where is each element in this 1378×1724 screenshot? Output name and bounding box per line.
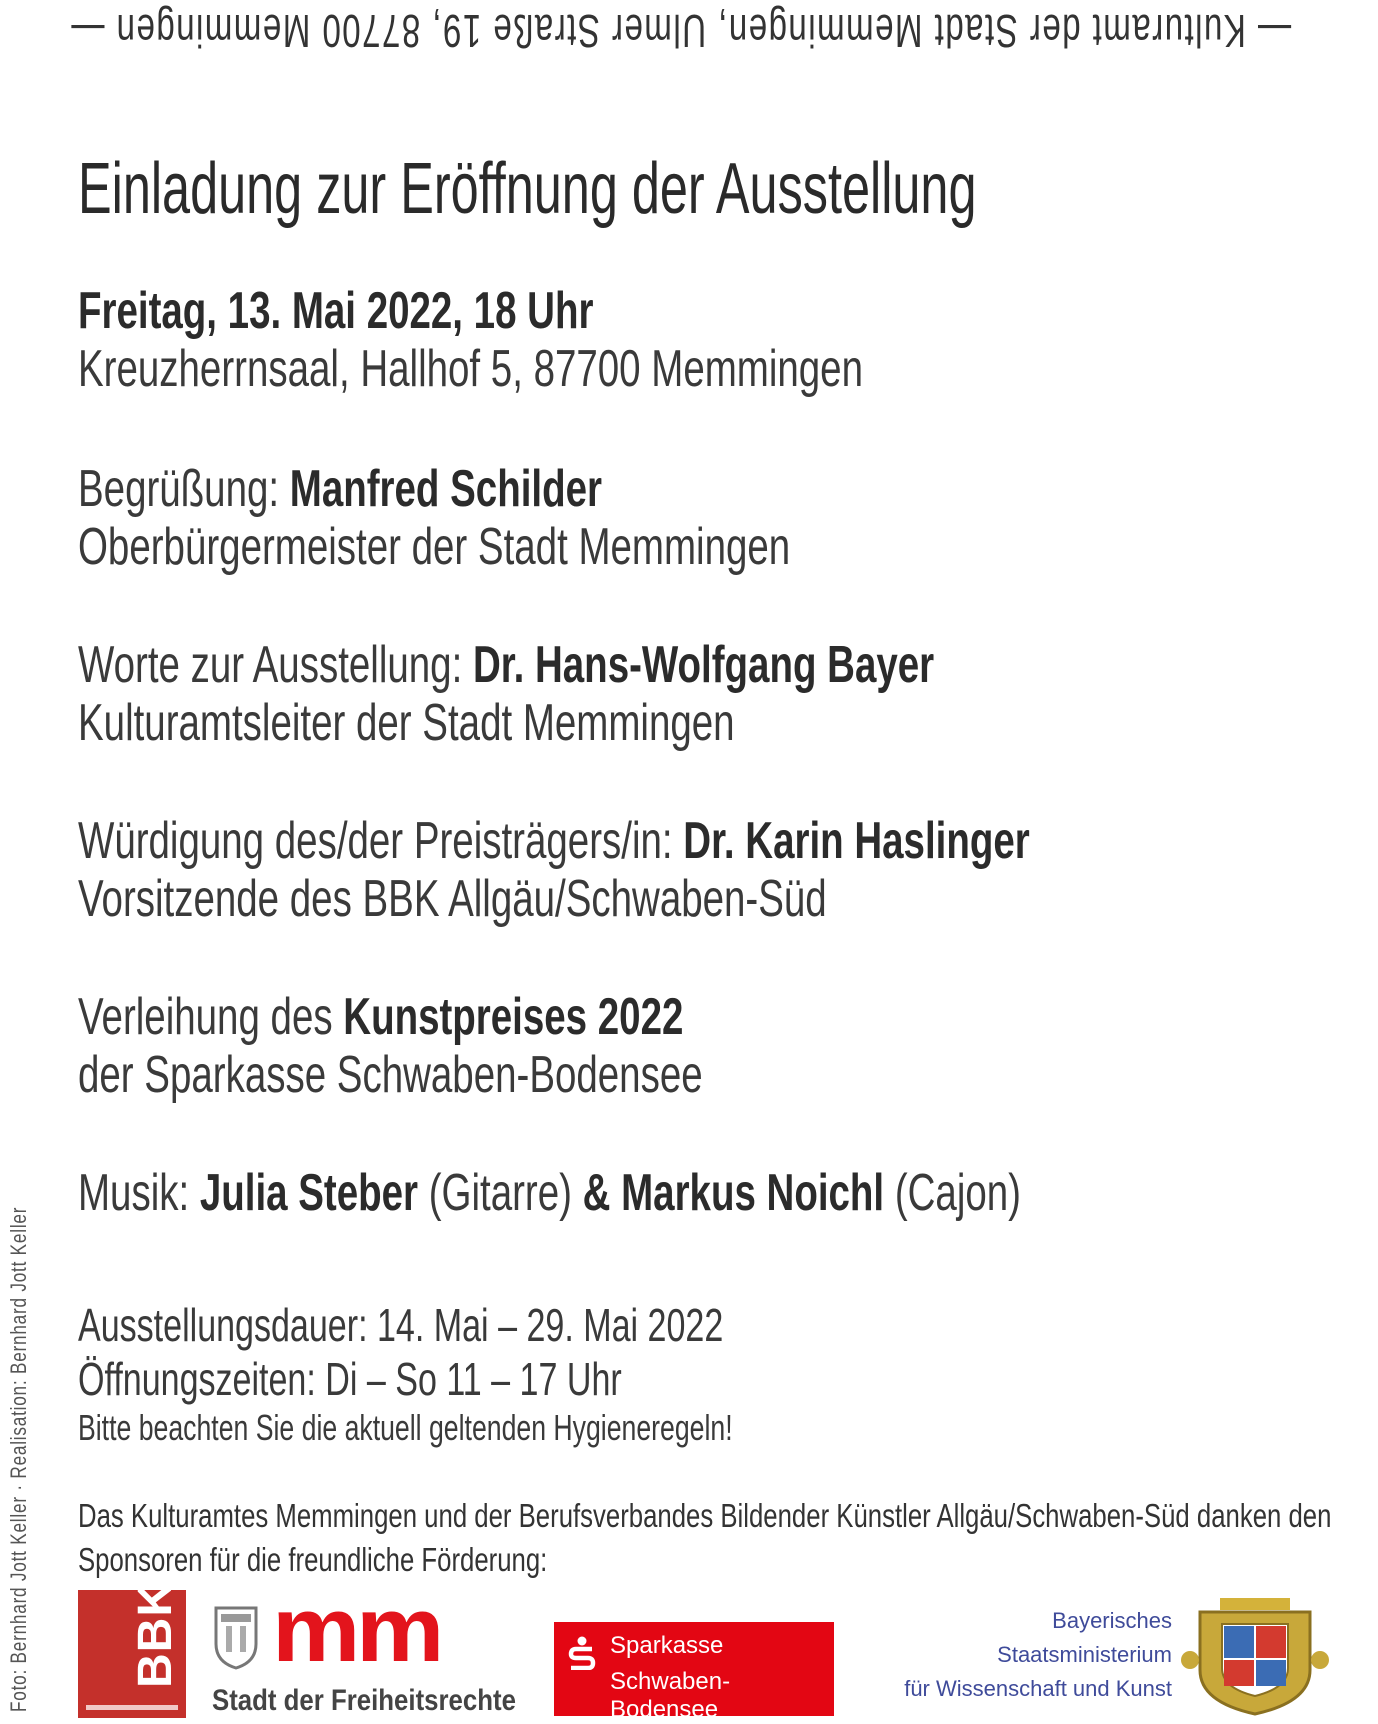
music-label: Musik: <box>78 1164 200 1222</box>
award-name: Kunstpreises 2022 <box>343 988 684 1046</box>
greeting-name: Manfred Schilder <box>289 460 602 518</box>
music-instrument-1: (Gitarre) <box>418 1164 583 1222</box>
memmingen-logo <box>210 1579 530 1717</box>
ministry-line-1: Bayerisches <box>1052 1608 1172 1633</box>
music-section <box>78 1164 1352 1222</box>
music-artist-1: Julia Steber <box>199 1164 419 1222</box>
upside-down-address-line <box>70 4 1370 64</box>
tribute-section <box>78 812 1364 928</box>
address-text: — Kulturamt der Stadt Memmingen, Ulmer Straße 19, 87700 Memmingen — <box>70 5 1292 57</box>
bbk-logo-bar <box>86 1705 178 1710</box>
award-role: der Sparkasse Schwaben-Bodensee <box>78 1046 703 1104</box>
words-name: Dr. Hans-Wolfgang Bayer <box>472 636 935 694</box>
tribute-label: Würdigung des/der Preisträgers/in: <box>78 812 684 870</box>
words-section <box>78 636 1235 752</box>
hygiene-note: Bitte beachten Sie die aktuell geltenden Hygieneregeln! <box>78 1407 733 1448</box>
sparkasse-line-1: Sparkasse <box>610 1632 724 1659</box>
award-label: Verleihung des <box>78 988 344 1046</box>
photo-credit: Foto: Bernhard Jott Keller · Realisation: Bernhard Jott Keller <box>6 1206 31 1712</box>
event-date-time: Freitag, 13. Mai 2022, 18 Uhr <box>78 282 594 340</box>
music-artist-2: Markus Noichl <box>621 1164 885 1222</box>
ministry-line-2: Staatsministerium <box>997 1642 1172 1667</box>
exhibition-duration: Ausstellungsdauer: 14. Mai – 29. Mai 2022 <box>78 1299 724 1351</box>
words-label: Worte zur Ausstellung: <box>78 636 473 694</box>
invitation-title: Einladung zur Eröffnung der Ausstellung <box>78 149 977 229</box>
sparkasse-s-icon <box>568 1636 596 1670</box>
music-ampersand: & <box>582 1164 622 1222</box>
ministry-line-3: für Wissenschaft und Kunst <box>904 1676 1172 1701</box>
sponsor-thanks: Das Kulturamtes Memmingen und der Berufsverbandes Bildender Künstler Allgäu/Schwaben-Süd danken den Sponsoren für die freundliche Förderung: <box>78 1497 1332 1578</box>
memmingen-crest-icon <box>212 1604 260 1670</box>
bbk-logo <box>78 1581 186 1718</box>
music-instrument-2: (Cajon) <box>884 1164 1021 1222</box>
greeting-label: Begrüßung: <box>78 460 290 518</box>
memmingen-logo-text: mm <box>272 1579 441 1681</box>
opening-hours: Öffnungszeiten: Di – So 11 – 17 Uhr <box>78 1353 622 1405</box>
sparkasse-line-2: Schwaben-Bodensee <box>610 1668 731 1723</box>
words-role: Kulturamtsleiter der Stadt Memmingen <box>78 694 735 752</box>
sparkasse-logo <box>554 1622 834 1723</box>
award-section <box>78 988 922 1104</box>
sponsor-logos <box>0 1579 1378 1723</box>
bavarian-ministry-logo <box>870 1590 1350 1718</box>
greeting-role: Oberbürgermeister der Stadt Memmingen <box>78 518 791 576</box>
bavarian-coat-of-arms-icon <box>1180 1590 1330 1718</box>
exhibition-details <box>78 1298 963 1450</box>
tribute-name: Dr. Karin Haslinger <box>683 812 1030 870</box>
bbk-logo-text: BBK <box>129 1581 182 1688</box>
event-venue: Kreuzherrnsaal, Hallhof 5, 87700 Memmingen <box>78 340 863 398</box>
greeting-section <box>78 460 1040 576</box>
event-date-section <box>78 282 1139 398</box>
ministry-text <box>904 1604 1172 1706</box>
tribute-role: Vorsitzende des BBK Allgäu/Schwaben-Süd <box>78 870 827 928</box>
memmingen-logo-subtitle: Stadt der Freiheitsrechte <box>212 1684 516 1717</box>
